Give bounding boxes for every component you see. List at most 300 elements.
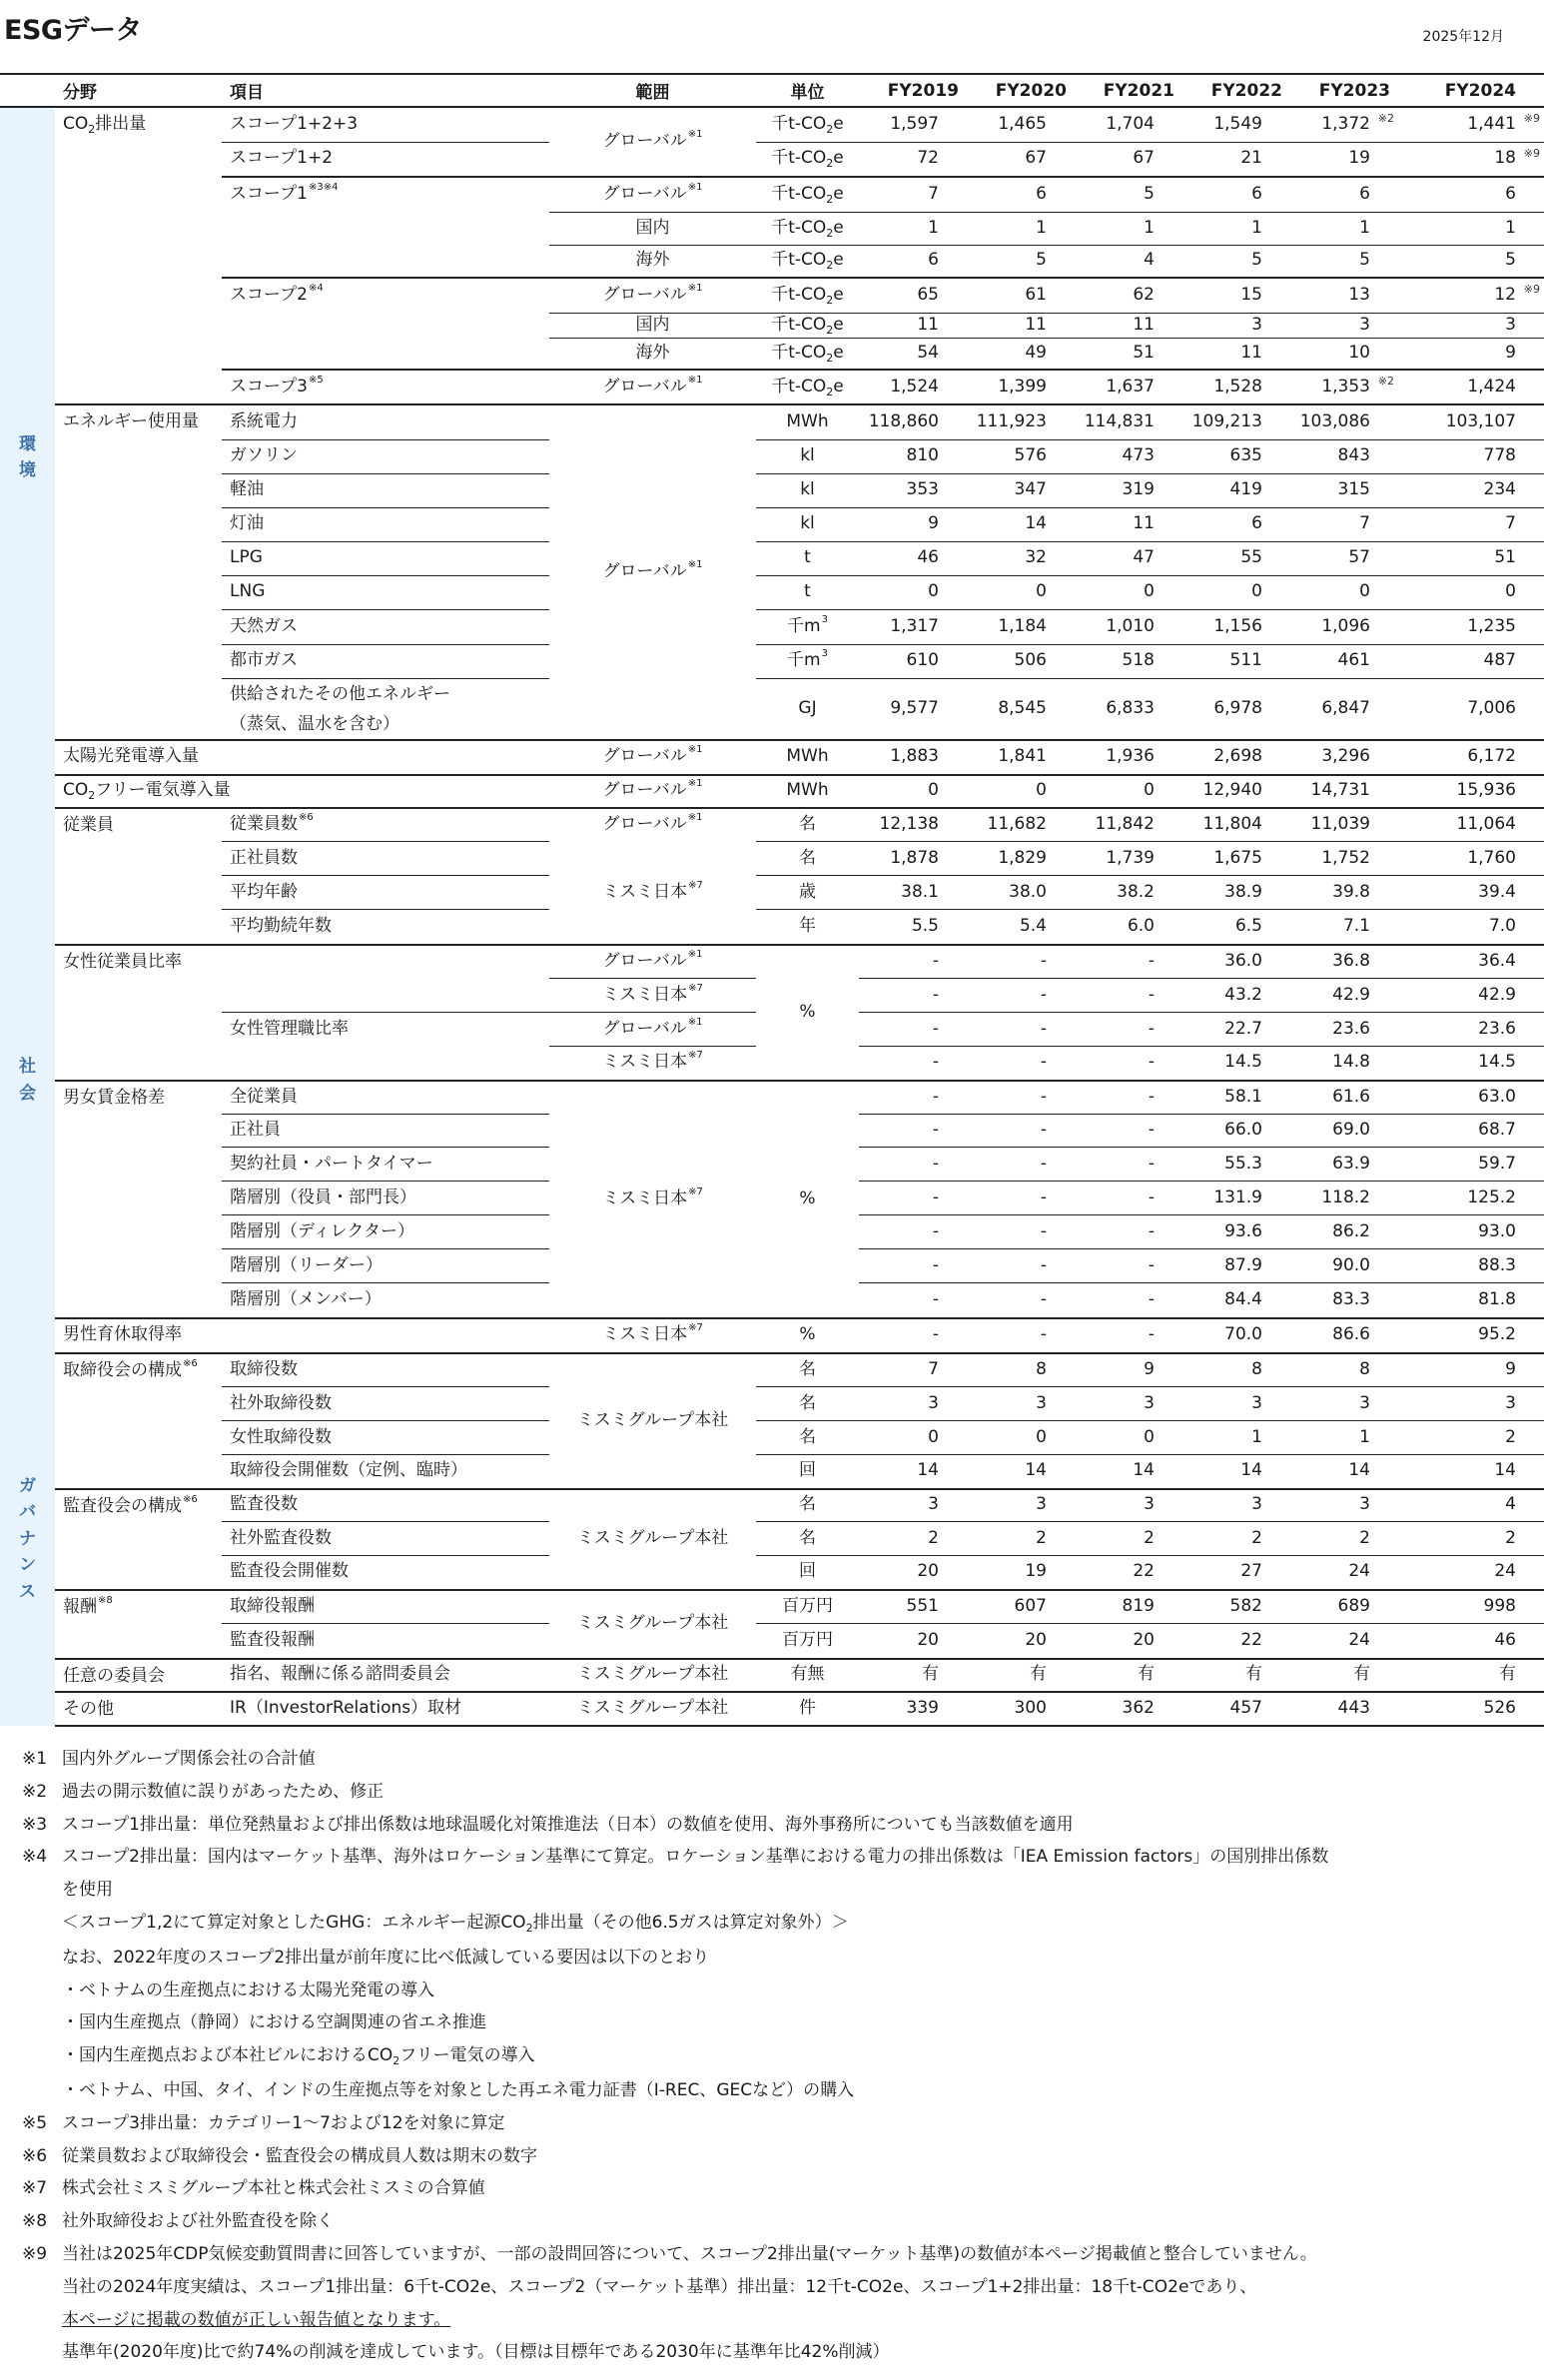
value-fy2022 [1182, 775, 1290, 808]
value-text: 457 [1229, 1697, 1262, 1718]
footnote-ref: ※5 [308, 374, 324, 386]
value-text: 9,577 [890, 697, 939, 718]
value-fy2019 [859, 313, 967, 338]
value-fy2024 [1398, 644, 1544, 678]
value-text: 有 [922, 1664, 939, 1685]
scope-cell: 海外 [549, 245, 756, 278]
value-fy2022 [1182, 876, 1290, 910]
item-label: LNG [222, 575, 549, 609]
value-text: - [1148, 1086, 1155, 1107]
value-fy2023 [1290, 370, 1398, 404]
value-fy2020 [967, 1455, 1075, 1489]
footnote-continuation [22, 1907, 1530, 1942]
value-text: 319 [1122, 479, 1155, 500]
table-row [0, 1556, 1544, 1590]
value-fy2020 [967, 979, 1075, 1013]
value-text: 32 [1025, 547, 1047, 568]
value-text: 1,372 [1321, 113, 1370, 134]
value-fy2020 [967, 212, 1075, 245]
value-text: 3 [1036, 1392, 1047, 1413]
value-footnote-ref: ※9 [1523, 112, 1540, 125]
subscript: 2 [826, 323, 834, 337]
value-text: 300 [1014, 1697, 1047, 1718]
unit-cell: % [756, 945, 859, 1081]
value-text: 1 [1359, 1426, 1370, 1447]
value-fy2021 [1075, 507, 1182, 541]
value-fy2019 [859, 1215, 967, 1249]
header-field: 分野 [55, 74, 222, 107]
value-fy2021 [1075, 740, 1182, 775]
value-text: 6 [1036, 183, 1047, 204]
value-fy2022 [1182, 313, 1290, 338]
value-fy2021 [1075, 1659, 1182, 1692]
section-band-gov [0, 1353, 55, 1726]
value-fy2021 [1075, 1421, 1182, 1455]
value-text: 27 [1240, 1561, 1262, 1582]
value-fy2021 [1075, 910, 1182, 945]
value-text: 506 [1014, 650, 1047, 671]
value-text: 3 [1505, 314, 1516, 335]
value-fy2020 [967, 1081, 1075, 1115]
value-fy2022 [1182, 945, 1290, 979]
table-row [0, 775, 1544, 808]
value-text: 843 [1337, 445, 1370, 466]
value-text: 12,940 [1202, 780, 1262, 801]
value-fy2024 [1398, 842, 1544, 876]
value-fy2024 [1398, 1659, 1544, 1692]
value-fy2023 [1290, 1249, 1398, 1283]
subscript: 2 [88, 123, 96, 136]
value-text: 419 [1229, 479, 1262, 500]
value-fy2023 [1290, 740, 1398, 775]
value-fy2023 [1290, 1318, 1398, 1353]
value-text: 14.5 [1224, 1052, 1262, 1073]
value-fy2019 [859, 678, 967, 740]
value-fy2022 [1182, 910, 1290, 945]
table-row [0, 404, 1544, 439]
value-text: 5 [1251, 250, 1262, 271]
footnote-line: を使用 [62, 1880, 113, 1901]
header-fy2023: FY2023 [1290, 74, 1398, 107]
value-fy2023 [1290, 1215, 1398, 1249]
unit-cell: 千$m^3$ [756, 609, 859, 644]
value-text: 125.2 [1467, 1187, 1516, 1207]
item-label: 指名、報酬に係る諮問委員会 [222, 1659, 549, 1692]
value-fy2023 [1290, 473, 1398, 507]
value-text: 14.5 [1478, 1052, 1516, 1073]
footnote-ref: ※1 [687, 282, 703, 294]
value-text: 0 [928, 1426, 939, 1447]
value-text: 46 [1494, 1629, 1516, 1650]
value-text: 819 [1122, 1595, 1155, 1616]
value-text: 14 [1494, 1460, 1516, 1481]
value-text: 55 [1240, 547, 1262, 568]
value-fy2021 [1075, 212, 1182, 245]
value-text: 有 [1499, 1664, 1516, 1685]
value-fy2024 [1398, 1115, 1544, 1148]
header-fy2021: FY2021 [1075, 74, 1182, 107]
value-fy2020 [967, 245, 1075, 278]
value-text: 610 [906, 650, 939, 671]
value-fy2019 [859, 1148, 967, 1182]
value-text: 12,138 [879, 813, 939, 834]
unit-cell: 千$t-CO_2e$ [756, 177, 859, 212]
value-text: 6,833 [1106, 697, 1155, 718]
value-fy2019 [859, 609, 967, 644]
value-text: 1,829 [998, 847, 1047, 868]
value-text: 19 [1348, 148, 1370, 169]
value-fy2024 [1398, 979, 1544, 1013]
subscript: 2 [826, 351, 834, 365]
value-text: 6 [1251, 183, 1262, 204]
value-fy2022 [1182, 1353, 1290, 1387]
value-fy2021 [1075, 678, 1182, 740]
value-fy2022 [1182, 1047, 1290, 1081]
value-fy2023 [1290, 678, 1398, 740]
value-fy2021 [1075, 979, 1182, 1013]
section-label-char: 会 [19, 1083, 36, 1104]
table-row [0, 107, 1544, 142]
table-row [0, 644, 1544, 678]
page-title: ESGデータ [4, 15, 143, 46]
value-text: 61.6 [1332, 1086, 1370, 1107]
table-row [0, 507, 1544, 541]
value-text: 1,465 [998, 113, 1047, 134]
value-text: 93.6 [1224, 1220, 1262, 1241]
value-fy2021 [1075, 609, 1182, 644]
value-fy2024 [1398, 541, 1544, 575]
value-fy2024 [1398, 370, 1544, 404]
value-text: 6 [928, 250, 939, 271]
category-solar: 太陽光発電導入量 [55, 740, 549, 775]
value-fy2019 [859, 1013, 967, 1047]
value-text: 11 [1133, 513, 1155, 534]
unit-cell: kl [756, 473, 859, 507]
value-text: 4 [1505, 1494, 1516, 1515]
item-label: 階層別（メンバー） [222, 1283, 549, 1318]
value-fy2020 [967, 404, 1075, 439]
value-fy2022 [1182, 338, 1290, 370]
value-fy2019 [859, 473, 967, 507]
value-fy2019 [859, 1421, 967, 1455]
value-fy2019 [859, 541, 967, 575]
value-footnote-ref: ※2 [1377, 112, 1394, 125]
value-fy2022 [1182, 212, 1290, 245]
item-label: 社外取締役数 [222, 1387, 549, 1421]
table-row [0, 541, 1544, 575]
value-fy2019 [859, 644, 967, 678]
header-fy2019: FY2019 [859, 74, 967, 107]
value-text: 511 [1229, 650, 1262, 671]
value-text: 24 [1348, 1561, 1370, 1582]
value-fy2021 [1075, 1182, 1182, 1215]
footnote-ref: ※6 [183, 1357, 198, 1369]
category-auditors: 監査役会の構成$^{※6}$ [55, 1489, 222, 1590]
value-fy2024 [1398, 1047, 1544, 1081]
footnote-ref: ※1 [687, 948, 703, 960]
item-label: 階層別（リーダー） [222, 1249, 549, 1283]
value-text: - [1148, 1153, 1155, 1174]
item-label: 取締役数 [222, 1353, 549, 1387]
value-text: - [1148, 1018, 1155, 1039]
value-text: - [1040, 984, 1047, 1005]
value-fy2019 [859, 876, 967, 910]
value-fy2023 [1290, 842, 1398, 876]
scope-cell: ミスミ日本$^{※7}$ [549, 1081, 756, 1318]
footnote-ref: ※7 [688, 1186, 703, 1197]
value-text: - [1040, 1324, 1047, 1345]
value-fy2021 [1075, 473, 1182, 507]
unit-cell: 千$t-CO_2e$ [756, 338, 859, 370]
value-fy2023 [1290, 1692, 1398, 1726]
value-text: 1,752 [1321, 847, 1370, 868]
value-fy2024 [1398, 1455, 1544, 1489]
unit-cell: 名 [756, 1522, 859, 1556]
value-text: 11,804 [1202, 813, 1262, 834]
footnote-ref: ※8 [98, 1594, 113, 1606]
scope-cell: 国内 [549, 212, 756, 245]
value-text: 7.0 [1488, 915, 1516, 936]
value-fy2020 [967, 1659, 1075, 1692]
value-text: 14 [917, 1460, 939, 1481]
value-text: 6.5 [1234, 915, 1262, 936]
value-text: - [932, 1086, 939, 1107]
value-text: 14 [1240, 1460, 1262, 1481]
category-paternity: 男性育休取得率 [55, 1318, 549, 1353]
value-fy2022 [1182, 979, 1290, 1013]
item-label: 監査役数 [222, 1489, 549, 1522]
value-text: 11,842 [1095, 813, 1155, 834]
value-fy2019 [859, 1115, 967, 1148]
value-fy2023 [1290, 808, 1398, 842]
footnote-line: 基準年(2020年度)比で約74%の削減を達成しています。（目標は目標年である2030年に基準年比42%削減） [62, 2342, 890, 2363]
value-fy2022 [1182, 1081, 1290, 1115]
value-text: 51 [1494, 547, 1516, 568]
value-text: 315 [1337, 479, 1370, 500]
value-fy2021 [1075, 575, 1182, 609]
value-text: 2 [1144, 1527, 1155, 1548]
value-fy2021 [1075, 1013, 1182, 1047]
value-fy2021 [1075, 1522, 1182, 1556]
value-fy2021 [1075, 1590, 1182, 1624]
value-text: 7 [1505, 513, 1516, 534]
value-text: - [932, 1052, 939, 1073]
value-fy2019 [859, 245, 967, 278]
value-fy2020 [967, 1283, 1075, 1318]
value-text: 93.0 [1478, 1220, 1516, 1241]
value-fy2019 [859, 1283, 967, 1318]
value-fy2023 [1290, 212, 1398, 245]
value-text: 3 [1251, 1392, 1262, 1413]
value-text: 90.0 [1332, 1254, 1370, 1275]
value-text: 21 [1240, 148, 1262, 169]
value-text: 11 [917, 314, 939, 335]
section-label-char: 環 [19, 433, 36, 454]
value-fy2021 [1075, 1249, 1182, 1283]
unit-cell: 歳 [756, 876, 859, 910]
value-text: 582 [1229, 1595, 1262, 1616]
value-text: 1 [1359, 217, 1370, 238]
category-energy: エネルギー使用量 [55, 404, 222, 740]
value-text: 3 [1359, 1392, 1370, 1413]
footnote-ref: ※7 [688, 879, 703, 891]
value-text: - [932, 1254, 939, 1275]
value-text: 36.4 [1478, 950, 1516, 971]
value-fy2024 [1398, 404, 1544, 439]
superscript: 3 [821, 648, 828, 660]
value-fy2019 [859, 1387, 967, 1421]
value-fy2019 [859, 575, 967, 609]
value-fy2019 [859, 278, 967, 313]
value-fy2023 [1290, 979, 1398, 1013]
value-fy2022 [1182, 1215, 1290, 1249]
value-text: 11,064 [1456, 813, 1516, 834]
item-label: 平均勤続年数 [222, 910, 549, 945]
value-text: 551 [906, 1595, 939, 1616]
value-fy2019 [859, 910, 967, 945]
footnote-ref: ※1 [687, 1016, 703, 1028]
item-label: 社外監査役数 [222, 1522, 549, 1556]
value-fy2023 [1290, 1659, 1398, 1692]
item-label: 監査役報酬 [222, 1624, 549, 1659]
footnote-mark: ※2 [22, 1781, 48, 1802]
footnote-mark: ※6 [22, 2145, 48, 2166]
unit-cell: MWh [756, 740, 859, 775]
value-text: - [1148, 984, 1155, 1005]
value-fy2020 [967, 609, 1075, 644]
unit-cell: 千$t-CO_2e$ [756, 370, 859, 404]
value-text: 86.2 [1332, 1220, 1370, 1241]
value-fy2022 [1182, 1692, 1290, 1726]
item-label: 取締役報酬 [222, 1590, 549, 1624]
footnotes [22, 1743, 1530, 2369]
value-fy2024 [1398, 945, 1544, 979]
value-text: 38.1 [901, 881, 939, 902]
table-row [0, 1387, 1544, 1421]
section-label-char: ガ [19, 1476, 36, 1497]
value-fy2020 [967, 142, 1075, 177]
value-fy2019 [859, 1590, 967, 1624]
value-text: 42.9 [1478, 984, 1516, 1005]
item-empty [222, 945, 549, 1013]
value-fy2023 [1290, 507, 1398, 541]
value-text: - [1040, 1018, 1047, 1039]
header-band [0, 74, 55, 107]
value-text: 24 [1494, 1561, 1516, 1582]
footnote-text: スコープ3排出量：カテゴリー1〜7および12を対象に算定 [62, 2112, 505, 2133]
unit-cell: 年 [756, 910, 859, 945]
section-label-char: ス [19, 1581, 36, 1602]
value-text: - [1040, 1120, 1047, 1141]
value-fy2024 [1398, 808, 1544, 842]
value-fy2023 [1290, 575, 1398, 609]
item-label: 天然ガス [222, 609, 549, 644]
value-text: 15,936 [1456, 780, 1516, 801]
value-fy2020 [967, 1556, 1075, 1590]
value-text: 87.9 [1224, 1254, 1262, 1275]
value-text: 1,399 [998, 376, 1047, 397]
category-comp: 報酬$^{※8}$ [55, 1590, 222, 1659]
value-fy2023 [1290, 404, 1398, 439]
value-text: 1,424 [1467, 376, 1516, 397]
value-text: 443 [1337, 1697, 1370, 1718]
value-fy2021 [1075, 1283, 1182, 1318]
table-row [0, 1659, 1544, 1692]
value-text: 46 [917, 547, 939, 568]
category-co2: $CO_2$排出量 [55, 107, 222, 404]
header-fy2022: FY2022 [1182, 74, 1290, 107]
value-fy2019 [859, 1081, 967, 1115]
value-fy2023 [1290, 1013, 1398, 1047]
value-fy2019 [859, 212, 967, 245]
value-text: 11,039 [1310, 813, 1370, 834]
value-text: 39.8 [1332, 881, 1370, 902]
value-text: 1 [1036, 217, 1047, 238]
value-fy2023 [1290, 945, 1398, 979]
value-fy2020 [967, 678, 1075, 740]
table-row [0, 910, 1544, 945]
value-text: - [1040, 1254, 1047, 1275]
unit-cell: 百万円 [756, 1590, 859, 1624]
value-text: - [932, 1018, 939, 1039]
subscript: 2 [826, 226, 834, 240]
subscript: 2 [525, 1921, 533, 1935]
section-label-char: 社 [19, 1057, 36, 1078]
value-fy2020 [967, 107, 1075, 142]
value-text: 3 [1144, 1494, 1155, 1515]
footnote-mark: ※4 [22, 1847, 48, 1868]
value-fy2019 [859, 945, 967, 979]
value-fy2020 [967, 1590, 1075, 1624]
value-fy2019 [859, 1182, 967, 1215]
scope-cell: ミスミグループ本社 [549, 1590, 756, 1659]
value-fy2021 [1075, 1318, 1182, 1353]
value-text: 62 [1133, 284, 1155, 305]
footnote-mark: ※8 [22, 2211, 48, 2232]
value-text: 1,353 [1321, 376, 1370, 397]
value-fy2020 [967, 1489, 1075, 1522]
value-fy2022 [1182, 609, 1290, 644]
unit-cell: 有無 [756, 1659, 859, 1692]
value-text: 19 [1025, 1561, 1047, 1582]
footnote-mark: ※3 [22, 1814, 48, 1835]
value-text: 3 [1251, 314, 1262, 335]
value-text: 3 [1359, 1494, 1370, 1515]
value-text: 1,878 [890, 847, 939, 868]
value-text: - [1148, 1052, 1155, 1073]
value-text: 8,545 [998, 697, 1047, 718]
table-row [0, 740, 1544, 775]
value-text: 38.9 [1224, 881, 1262, 902]
value-text: 5 [1359, 250, 1370, 271]
unit-cell: MWh [756, 404, 859, 439]
value-fy2022 [1182, 644, 1290, 678]
footnote-1 [22, 1743, 1530, 1776]
unit-cell: 千$t-CO_2e$ [756, 212, 859, 245]
scope-cell: グローバル$^{※1}$ [549, 808, 756, 842]
value-text: 103,107 [1445, 410, 1516, 431]
unit-cell: 名 [756, 1353, 859, 1387]
value-fy2024 [1398, 1318, 1544, 1353]
footnote-continuation [22, 1975, 1530, 2007]
value-text: 0 [1036, 780, 1047, 801]
value-footnote-ref: ※2 [1377, 375, 1394, 388]
unit-cell: 千$m^3$ [756, 644, 859, 678]
item-label: 取締役会開催数（定例、臨時） [222, 1455, 549, 1489]
value-fy2021 [1075, 1455, 1182, 1489]
header-fy2020: FY2020 [967, 74, 1075, 107]
value-fy2024 [1398, 1148, 1544, 1182]
